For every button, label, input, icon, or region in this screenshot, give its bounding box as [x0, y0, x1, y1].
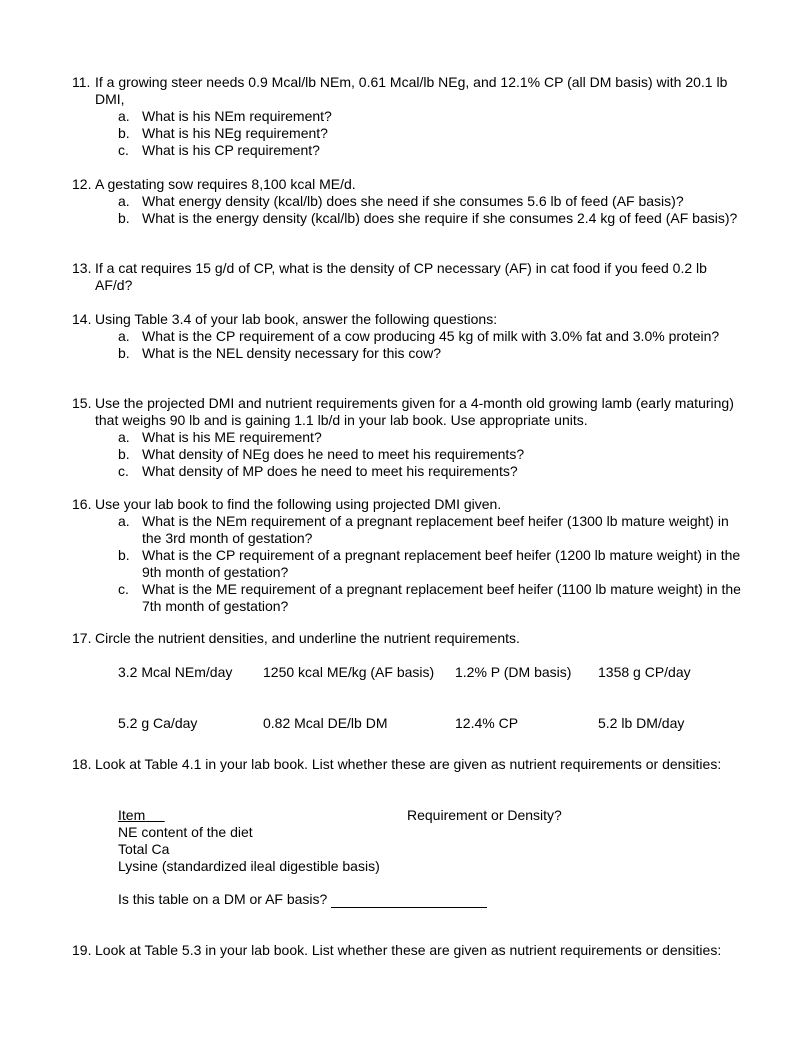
question-number: 19.	[72, 942, 92, 958]
nutrient-value: 12.4% CP	[455, 715, 519, 731]
question-11	[72, 74, 742, 159]
table-item: Lysine (standardized ileal digestible basis)	[118, 858, 380, 874]
question-stem: Use your lab book to find the following using projected DMI given.	[95, 496, 502, 512]
question-stem: Use the projected DMI and nutrient requirements given for a 4-month old growing lamb (early maturing) that weighs 90 lb and is gaining 1.1 lb/d in your lab book. Use appropriate units.	[95, 395, 734, 428]
table-item: NE content of the diet	[118, 824, 253, 840]
question-item: b. What is the NEL density necessary for this cow?	[118, 345, 442, 361]
question-number: 17.	[72, 630, 92, 646]
question-14	[72, 311, 742, 362]
question-item: b. What is the CP requirement of a pregnant replacement beef heifer (1200 lb mature weight) in the 9th month of gestation?	[118, 547, 741, 580]
nutrient-value: 1250 kcal ME/kg (AF basis)	[263, 664, 435, 680]
nutrient-value: 0.82 Mcal DE/lb DM	[263, 715, 388, 731]
question-12	[72, 176, 742, 227]
question-number: 13.	[72, 260, 92, 276]
question-stem: If a growing steer needs 0.9 Mcal/lb NEm, 0.61 Mcal/lb NEg, and 12.1% CP (all DM basis) with 20.1 lb DMI,	[95, 74, 728, 107]
question-number: 14.	[72, 311, 92, 327]
question-item: c. What density of MP does he need to meet his requirements?	[118, 463, 518, 479]
question-item: a. What is the NEm requirement of a pregnant replacement beef heifer (1300 lb mature weight) in the 3rd month of gestation?	[118, 513, 729, 546]
question-number: 11.	[72, 74, 91, 90]
question-item: a. What is the CP requirement of a cow producing 45 kg of milk with 3.0% fat and 3.0% protein?	[118, 328, 720, 344]
question-item: b. What density of NEg does he need to meet his requirements?	[118, 446, 525, 462]
basis-question: Is this table on a DM or AF basis?	[118, 891, 487, 908]
question-stem: Look at Table 5.3 in your lab book. List whether these are given as nutrient requirements or densities:	[95, 942, 722, 958]
question-item: a. What is his ME requirement?	[118, 429, 322, 445]
question-stem: Look at Table 4.1 in your lab book. List whether these are given as nutrient requirements or densities:	[95, 756, 722, 772]
question-number: 12.	[72, 176, 92, 192]
question-number: 18.	[72, 756, 92, 772]
question-item: b. What is his NEg requirement?	[118, 125, 328, 141]
question-15	[72, 395, 742, 480]
nutrient-value: 3.2 Mcal NEm/day	[118, 664, 233, 680]
question-number: 16.	[72, 496, 92, 512]
requirement-column-header: Requirement or Density?	[407, 807, 562, 823]
question-18	[72, 756, 742, 773]
nutrient-value: 1.2% P (DM basis)	[455, 664, 572, 680]
question-13	[72, 260, 742, 294]
nutrient-value: 1358 g CP/day	[598, 664, 691, 680]
question-item: a. What is his NEm requirement?	[118, 108, 332, 124]
question-item: c. What is his CP requirement?	[118, 142, 320, 158]
nutrient-value: 5.2 lb DM/day	[598, 715, 685, 731]
table-item: Total Ca	[118, 841, 170, 857]
question-stem: A gestating sow requires 8,100 kcal ME/d.	[95, 176, 356, 192]
question-item: a. What energy density (kcal/lb) does she need if she consumes 5.6 lb of feed (AF basis)?	[118, 193, 684, 209]
question-17	[72, 630, 742, 647]
question-item: b. What is the energy density (kcal/lb) does she require if she consumes 2.4 kg of feed (AF basis)?	[118, 210, 738, 226]
question-stem: Circle the nutrient densities, and underline the nutrient requirements.	[95, 630, 520, 646]
question-item: c. What is the ME requirement of a pregnant replacement beef heifer (1100 lb mature weight) in the 7th month of gestation?	[118, 581, 741, 614]
question-stem: Using Table 3.4 of your lab book, answer the following questions:	[95, 311, 498, 327]
answer-blank[interactable]	[331, 893, 487, 908]
question-number: 15.	[72, 395, 92, 411]
item-column-header: Item	[118, 807, 146, 823]
question-16	[72, 496, 742, 615]
question-19	[72, 942, 742, 959]
question-stem: If a cat requires 15 g/d of CP, what is the density of CP necessary (AF) in cat food if you feed 0.2 lb AF/d?	[95, 260, 707, 293]
nutrient-value: 5.2 g Ca/day	[118, 715, 198, 731]
